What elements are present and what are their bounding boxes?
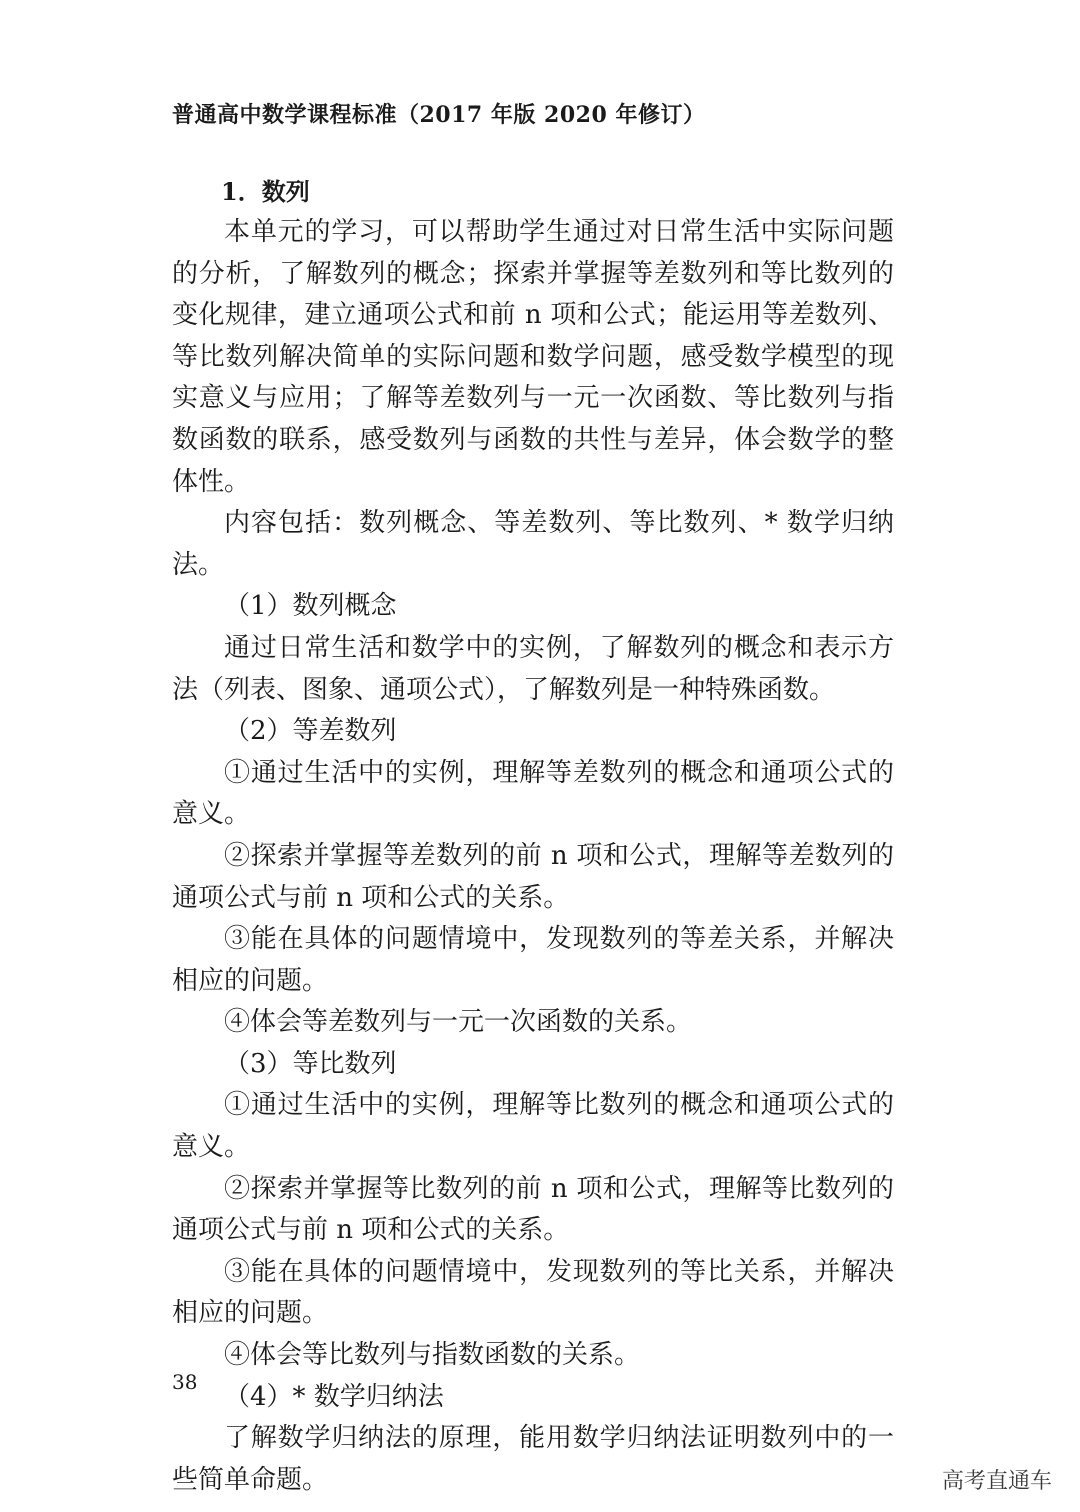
subheading-induction: （4）* 数学归纳法 bbox=[224, 1381, 444, 1412]
arithmetic-item-1: ①通过生活中的实例，理解等差数列的概念和通项公式的意义。 bbox=[172, 757, 894, 830]
body-text bbox=[172, 212, 894, 1501]
arithmetic-item-2: ②探索并掌握等差数列的前 n 项和公式，理解等差数列的通项公式与前 n 项和公式的关系。 bbox=[172, 840, 894, 913]
geometric-item-2: ②探索并掌握等比数列的前 n 项和公式，理解等比数列的通项公式与前 n 项和公式的关系。 bbox=[172, 1173, 894, 1246]
geometric-item-3: ③能在具体的问题情境中，发现数列的等比关系，并解决相应的问题。 bbox=[172, 1256, 894, 1329]
page-number: 38 bbox=[172, 1370, 198, 1394]
geometric-item-1: ①通过生活中的实例，理解等比数列的概念和通项公式的意义。 bbox=[172, 1090, 894, 1163]
subheading-arithmetic: （2）等差数列 bbox=[224, 716, 397, 747]
subheading-sequence-concept: （1）数列概念 bbox=[224, 591, 397, 622]
content-overview: 内容包括：数列概念、等差数列、等比数列、* 数学归纳法。 bbox=[172, 508, 894, 580]
watermark: 高考直通车 bbox=[941, 1469, 1052, 1494]
induction-text: 了解数学归纳法的原理，能用数学归纳法证明数列中的一些简单命题。 bbox=[172, 1423, 894, 1495]
geometric-item-4: ④体会等比数列与指数函数的关系。 bbox=[224, 1340, 641, 1371]
running-header: 普通高中数学课程标准（2017 年版 2020 年修订） bbox=[172, 102, 706, 128]
arithmetic-item-4: ④体会等差数列与一元一次函数的关系。 bbox=[224, 1007, 693, 1038]
arithmetic-item-3: ③能在具体的问题情境中，发现数列的等差关系，并解决相应的问题。 bbox=[172, 924, 894, 996]
sequence-concept-text: 通过日常生活和数学中的实例，了解数列的概念和表示方法（列表、图象、通项公式），了解数列是一种特殊函数。 bbox=[172, 632, 894, 705]
subheading-geometric: （3）等比数列 bbox=[224, 1048, 397, 1079]
intro-paragraph: 本单元的学习，可以帮助学生通过对日常生活中实际问题的分析，了解数列的概念；探索并掌握等差数列和等比数列的变化规律，建立通项公式和前 n 项和公式；能运用等差数列、等比数列解决简单的实际问题和数学问题，感受数学模型的现实意义与应用；了解等差数列与一元一次函数、等比数列与指数函数的联系，感受数列与函数的共性与差异，体会数学的整体性。 bbox=[172, 217, 894, 497]
section-title: 1．数列 bbox=[221, 177, 310, 206]
